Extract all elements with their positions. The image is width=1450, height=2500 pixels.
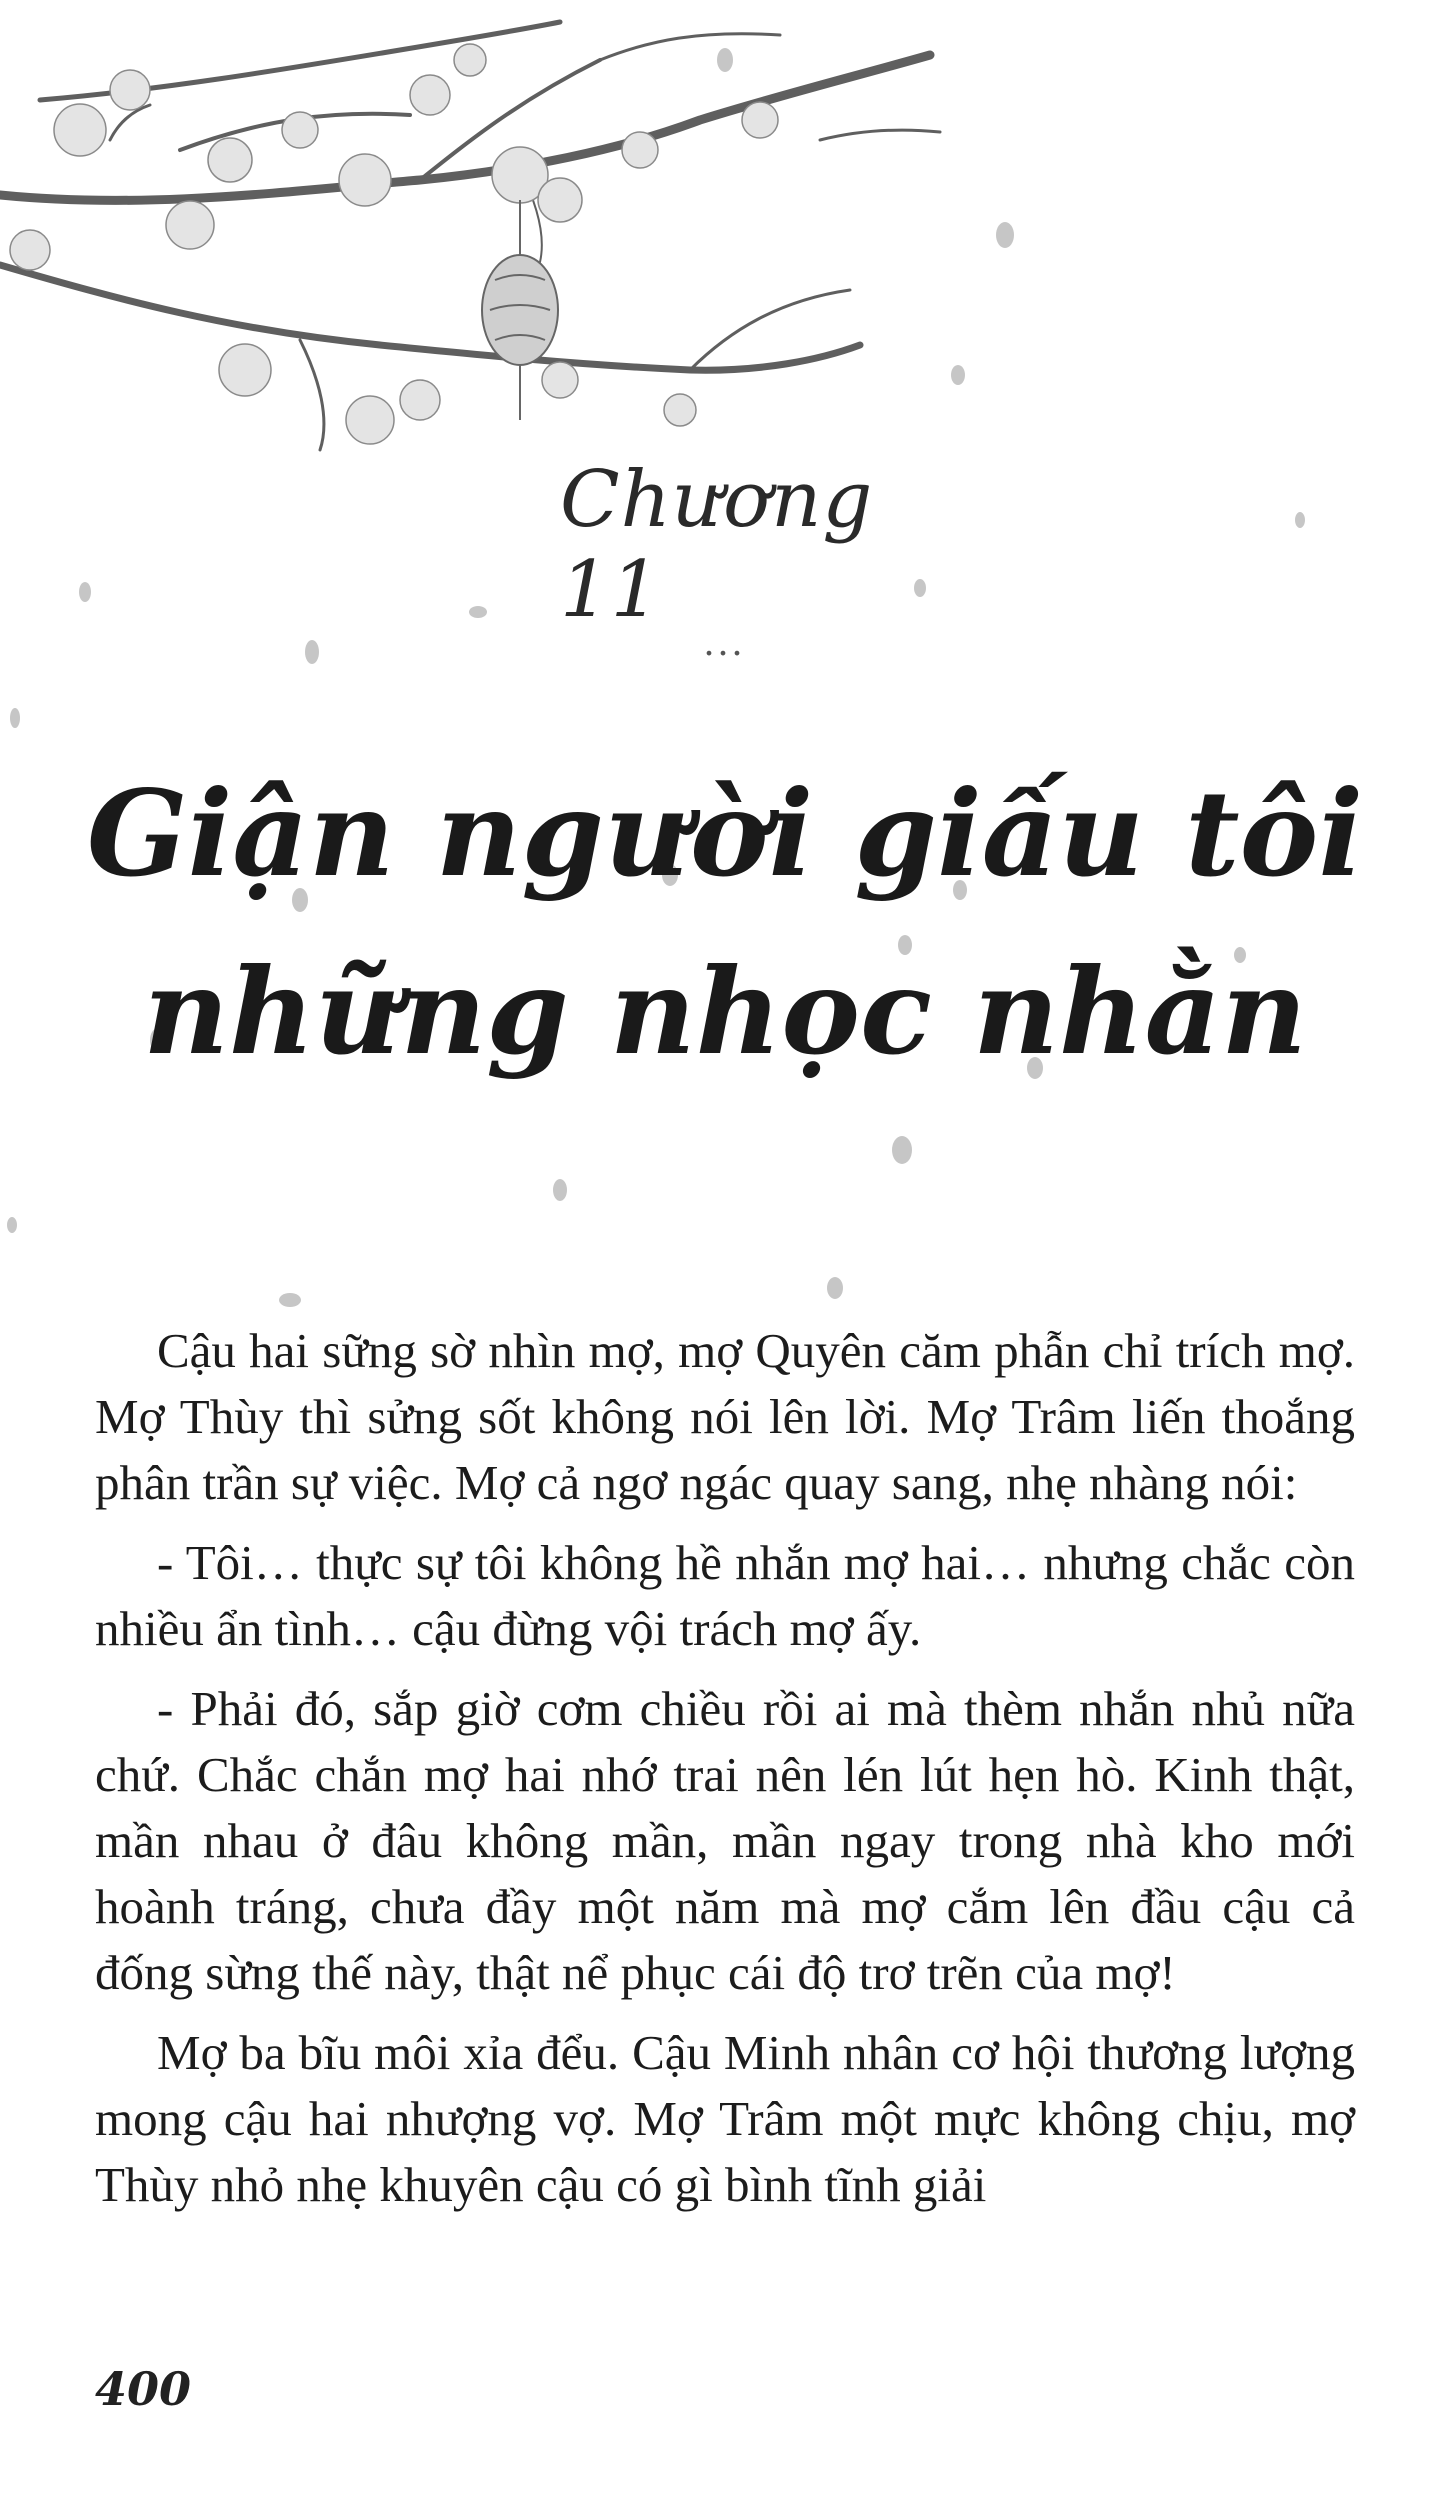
paragraph: - Tôi… thực sự tôi không hề nhắn mợ hai… nhưng chắc còn nhiều ẩn tình… cậu đừng vội trách mợ ấy.	[95, 1535, 1355, 1656]
paragraph: Cậu hai sững sờ nhìn mợ, mợ Quyên căm phẫn chỉ trích mợ. Mợ Thùy thì sửng sốt không nói lên lời. Mợ Trâm liến thoắng phân trần sự việc. Mợ cả ngơ ngác quay sang, nhẹ nhàng nói:	[95, 1323, 1355, 1510]
page-number: 400	[95, 2362, 192, 2416]
paragraph: - Phải đó, sắp giờ cơm chiều rồi ai mà thèm nhắn nhủ nữa chứ. Chắc chắn mợ hai nhớ trai nên lén lút hẹn hò. Kinh thật, mần nhau ở đâu không mần, mần ngay trong nhà kho mới hoành tráng, chưa đầy một năm mà mợ cắm lên đầu cậu cả đống sừng thế này, thật nể phục cái độ trơ trẽn của mợ!	[95, 1681, 1355, 2000]
paragraph: Mợ ba bĩu môi xỉa đểu. Cậu Minh nhân cơ hội thương lượng mong cậu hai nhượng vợ. Mợ Trâm một mực không chịu, mợ Thùy nhỏ nhẹ khuyên cậu có gì bình tĩnh giải	[95, 2025, 1355, 2212]
chapter-title-line-2: những nhọc nhằn	[143, 942, 1307, 1081]
chapter-number: Chương 11	[560, 455, 874, 635]
chapter-title	[80, 745, 1370, 1101]
chapter-title-line-1: Giận người giấu tôi	[86, 764, 1364, 903]
chapter-body	[95, 1318, 1355, 2232]
chapter-separator: ...	[704, 619, 746, 664]
